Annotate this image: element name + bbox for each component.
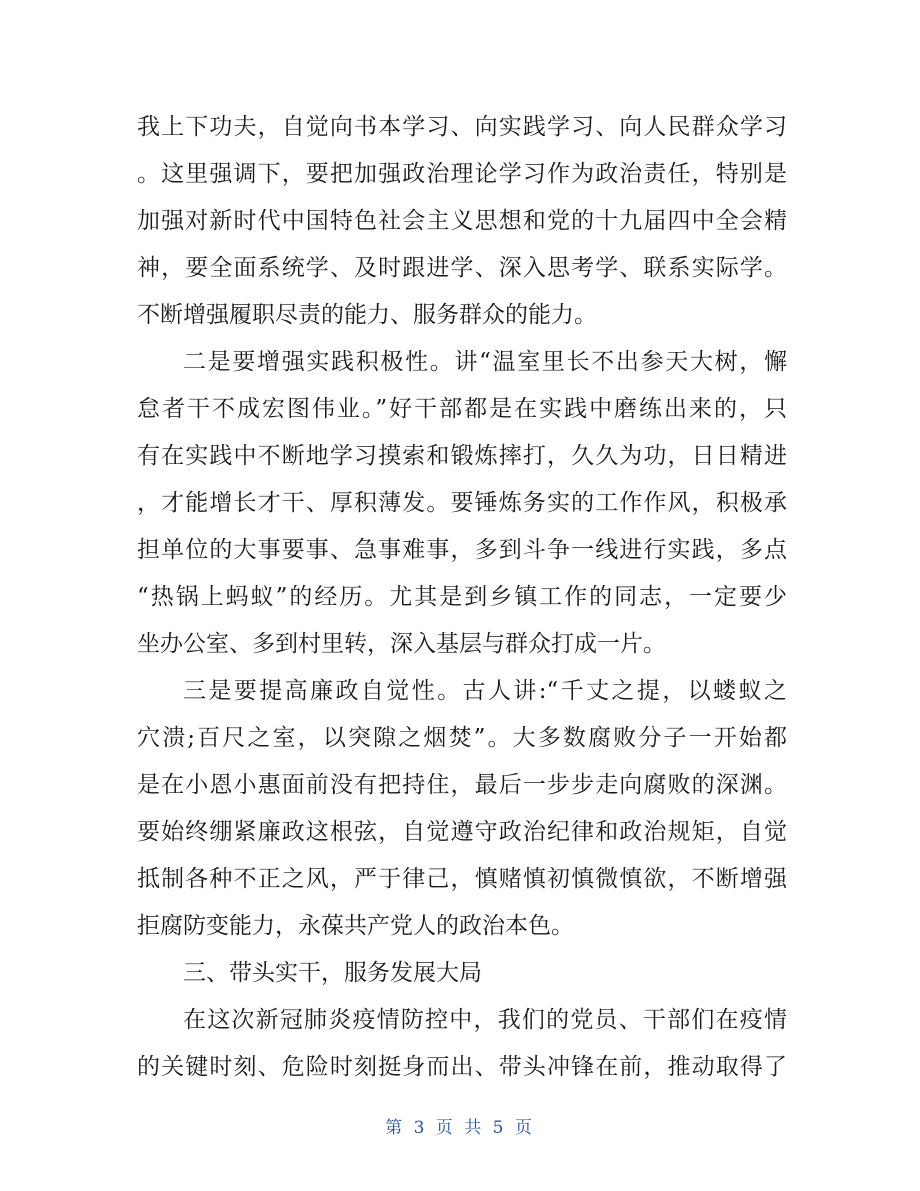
text-line: 不断增强履职尽责的能力、服务群众的能力。 [137, 302, 597, 328]
text-line: 怠者干不成宏图伟业。”好干部都是在实践中磨练出来的，只 [137, 396, 787, 422]
text-line: 我上下功夫，自觉向书本学习、向实践学习、向人民群众学习 [137, 114, 787, 140]
text-line: 的关键时刻、危险时刻挺身而出、带头冲锋在前，推动取得了 [137, 1054, 787, 1080]
text-line: 有在实践中不断地学习摸索和锻炼摔打，久久为功，日日精进 [137, 443, 787, 469]
text-line: 加强对新时代中国特色社会主义思想和党的十九届四中全会精 [137, 208, 787, 234]
text-line: 穴溃;百尺之室，以突隙之烟焚”。大多数腐败分子一开始都 [137, 725, 787, 751]
text-line: 。这里强调下，要把加强政治理论学习作为政治责任，特别是 [137, 161, 787, 187]
text-line: 在这次新冠肺炎疫情防控中，我们的党员、干部们在疫情 [183, 1007, 787, 1033]
text-line: 是在小恩小惠面前没有把持住，最后一步步走向腐败的深渊。 [137, 772, 787, 798]
page-number-footer: 第 3 页 共 5 页 [385, 1118, 535, 1138]
text-line: 担单位的大事要事、急事难事，多到斗争一线进行实践，多点 [137, 537, 787, 563]
text-line: 要始终绷紧廉政这根弦，自觉遵守政治纪律和政治规矩，自觉 [137, 819, 787, 845]
text-line: 拒腐防变能力，永葆共产党人的政治本色。 [137, 913, 574, 939]
text-line: 二是要增强实践积极性。讲“温室里长不出参天大树，懈 [183, 349, 787, 375]
text-line: 三、带头实干，服务发展大局 [183, 960, 482, 986]
text-line: 三是要提高廉政自觉性。古人讲:“千丈之提，以蝼蚁之 [183, 678, 787, 704]
text-line: 坐办公室、多到村里转，深入基层与群众打成一片。 [137, 631, 666, 657]
body-text [137, 104, 787, 1091]
text-line: “热锅上蚂蚁”的经历。尤其是到乡镇工作的同志，一定要少 [137, 584, 787, 610]
text-line: 神，要全面系统学、及时跟进学、深入思考学、联系实际学。 [137, 255, 787, 281]
text-line: ，才能增长才干、厚积薄发。要锤炼务实的工作作风，积极承 [137, 490, 787, 516]
text-line: 抵制各种不正之风，严于律己，慎赌慎初慎微慎欲，不断增强 [137, 866, 787, 892]
